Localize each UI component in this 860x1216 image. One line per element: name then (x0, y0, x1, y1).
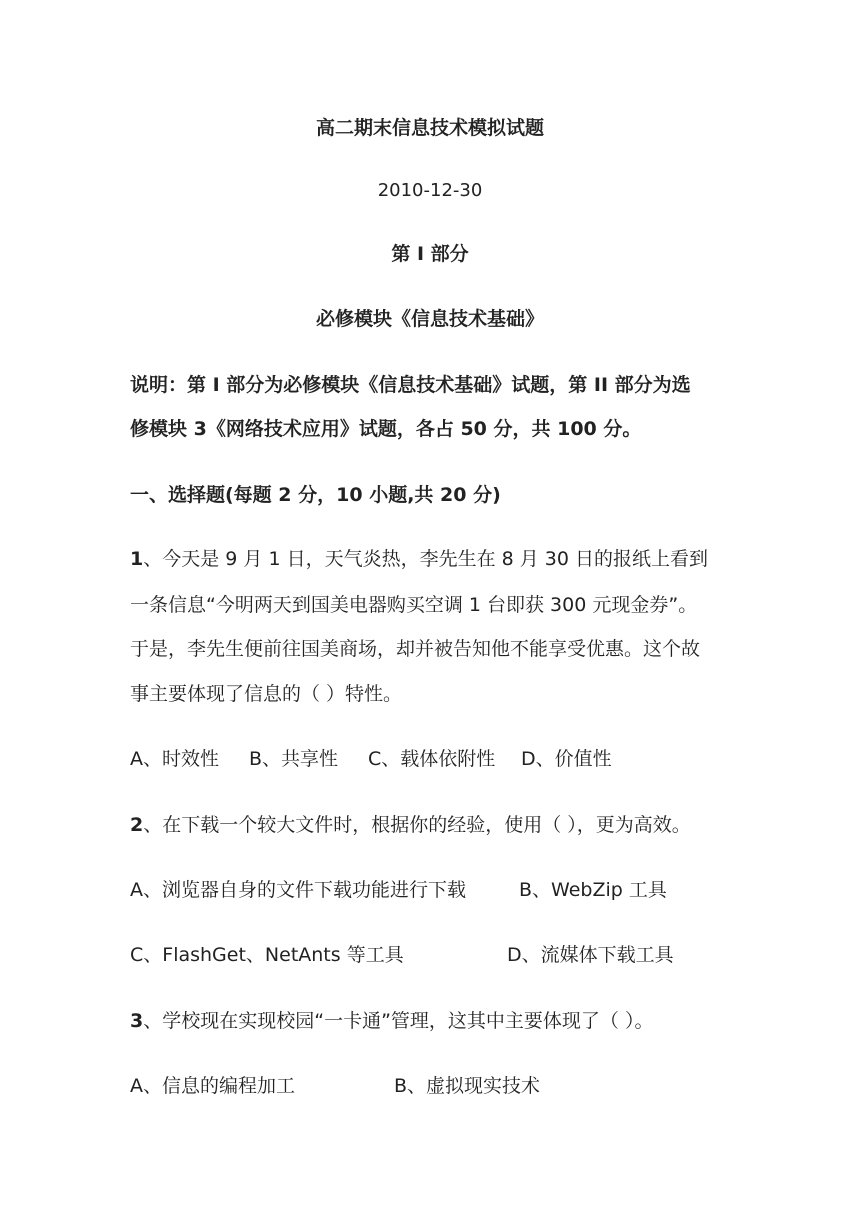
question-3-option-b: B、虚拟现实技术 (394, 1075, 541, 1097)
question-number: 1 (130, 548, 144, 570)
question-2-option-d: D、流媒体下载工具 (507, 944, 674, 966)
question-3-line-1 (130, 1012, 653, 1031)
question-2-line-1 (130, 816, 691, 835)
section-heading: 一、选择题(每题 2 分，10 小题,共 20 分) (130, 484, 501, 506)
question-number: 3 (130, 1010, 144, 1032)
question-2-option-a: A、浏览器自身的文件下载功能进行下载 (130, 879, 466, 901)
question-2-option-b: B、WebZip 工具 (519, 879, 667, 901)
question-text: 、今天是 9 月 1 日，天气炎热，李先生在 8 月 30 日的报纸上看到 (143, 548, 708, 570)
question-number: 2 (130, 814, 144, 836)
question-1-line-4: 事主要体现了信息的（ ）特性。 (130, 683, 403, 705)
question-1-option-a: A、时效性 (130, 748, 219, 770)
question-1-line-1 (130, 550, 708, 569)
question-1-option-d: D、价值性 (521, 748, 612, 770)
question-1-line-2: 一条信息“今明两天到国美电器购买空调 1 台即获 300 元现金券”。 (130, 594, 698, 616)
question-1-option-c: C、载体依附性 (368, 748, 496, 770)
instructions-line-2: 修模块 3《网络技术应用》试题，各占 50 分，共 100 分。 (130, 418, 642, 440)
question-text: 、学校现在实现校园“一卡通”管理，这其中主要体现了（ ）。 (143, 1010, 654, 1032)
question-text: 、在下载一个较大文件时，根据你的经验，使用（ ），更为高效。 (143, 814, 691, 836)
part-heading: 第 I 部分 (391, 243, 469, 265)
module-heading: 必修模块《信息技术基础》 (315, 308, 544, 330)
question-1-option-b: B、共享性 (249, 748, 339, 770)
question-2-option-c: C、FlashGet、NetAnts 等工具 (130, 944, 404, 966)
exam-title: 高二期末信息技术模拟试题 (315, 117, 544, 139)
question-3-option-a: A、信息的编程加工 (130, 1075, 295, 1097)
exam-date: 2010-12-30 (377, 180, 483, 201)
instructions-line-1: 说明：第 I 部分为必修模块《信息技术基础》试题，第 II 部分为选 (130, 374, 691, 396)
question-1-line-3: 于是，李先生便前往国美商场，却并被告知他不能享受优惠。这个故 (130, 638, 701, 660)
